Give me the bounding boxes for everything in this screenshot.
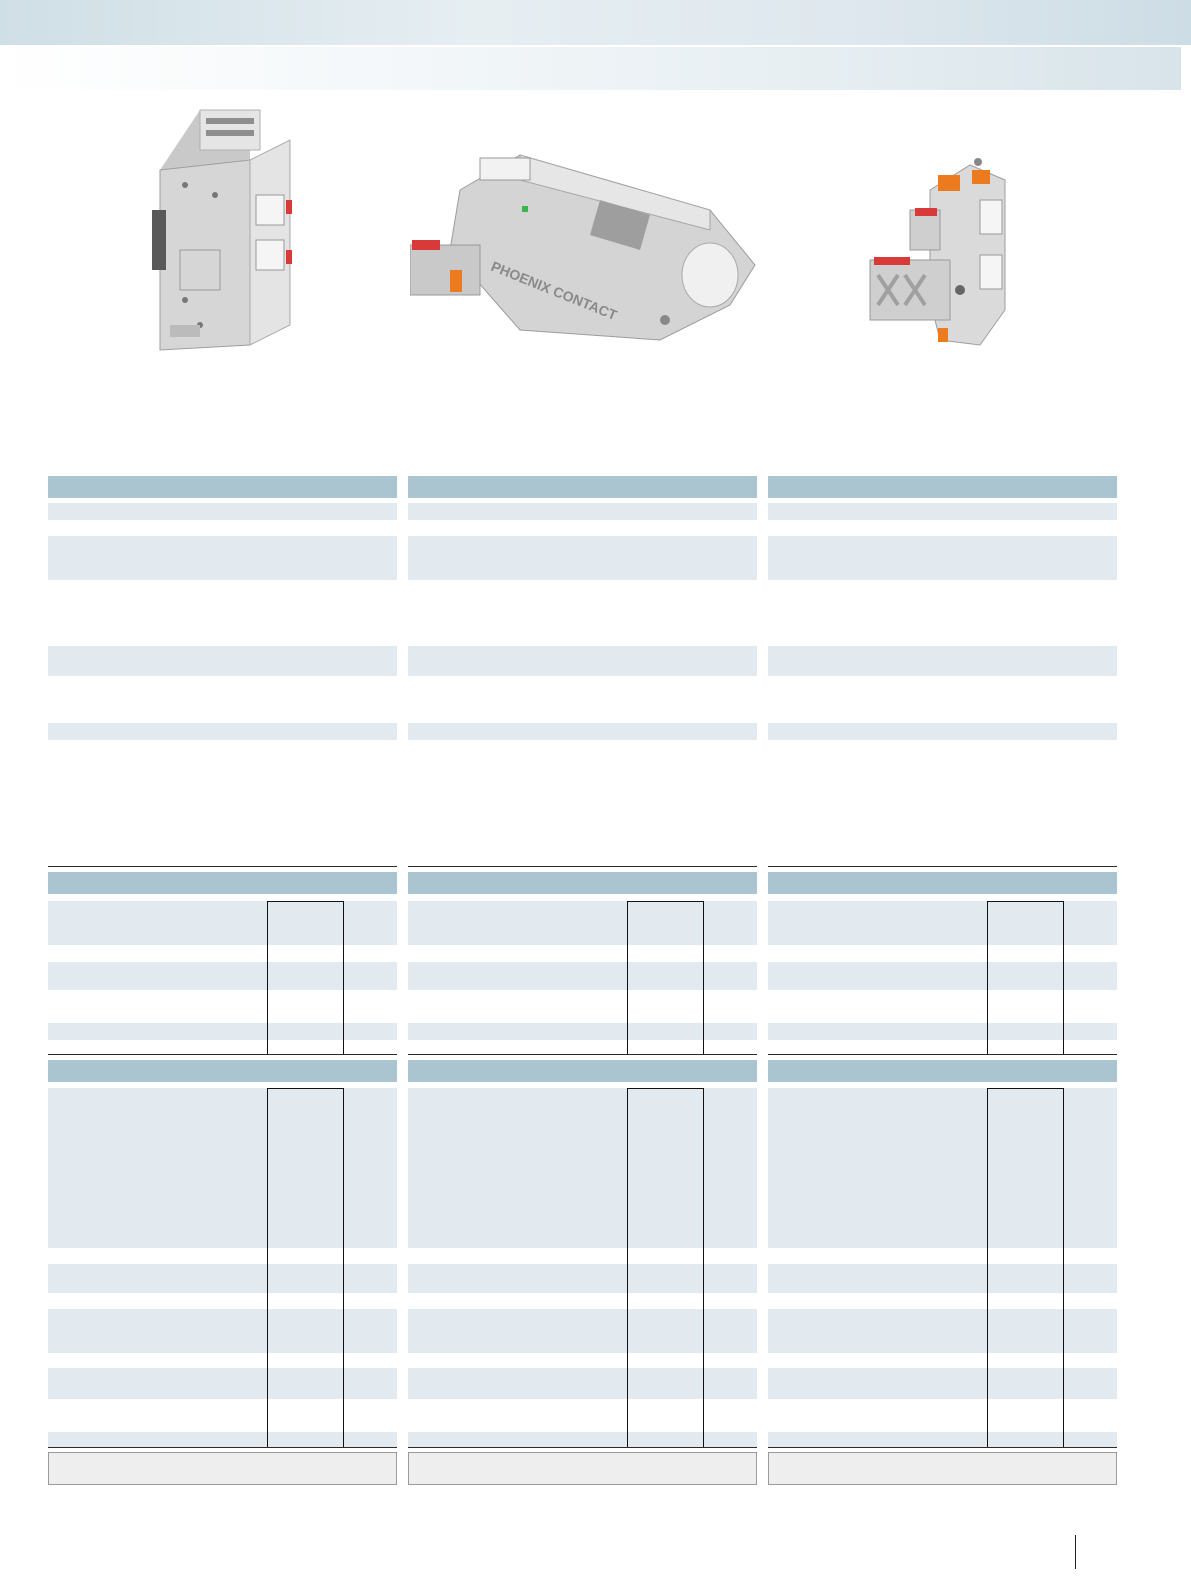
table-row	[408, 1309, 757, 1353]
section-header-band	[768, 1060, 1117, 1082]
section-divider	[48, 1447, 397, 1448]
section-divider	[768, 866, 1117, 867]
section-header-band	[408, 1060, 757, 1082]
table-row	[408, 536, 757, 580]
section-divider	[48, 1054, 397, 1055]
section-divider	[48, 866, 397, 867]
table-row	[768, 1088, 1117, 1248]
table-row	[408, 901, 757, 945]
section-header-band	[48, 872, 397, 894]
table-row	[48, 503, 397, 520]
section-header-band	[408, 872, 757, 894]
table-row	[408, 962, 757, 990]
column-header-band	[408, 476, 757, 498]
footer-note-box	[768, 1452, 1117, 1485]
table-row	[768, 962, 1117, 990]
section-divider	[768, 1447, 1117, 1448]
footer-note-box	[408, 1452, 757, 1485]
value-column-box	[267, 1088, 344, 1448]
table-row	[768, 723, 1117, 740]
table-row	[768, 1264, 1117, 1293]
page-number-divider	[1075, 1535, 1076, 1569]
page-subheader-band	[0, 47, 1181, 90]
table-row	[408, 646, 757, 676]
footer-note-box	[48, 1452, 397, 1485]
table-row	[768, 1023, 1117, 1040]
section-divider	[408, 1447, 757, 1448]
table-row	[48, 1309, 397, 1353]
table-row	[408, 1432, 757, 1448]
table-row	[408, 1368, 757, 1399]
section-header-band	[768, 872, 1117, 894]
svg-text:PHOENIX CONTACT: PHOENIX CONTACT	[488, 257, 620, 324]
table-row	[48, 1368, 397, 1399]
product-image-1	[140, 100, 340, 360]
table-row	[48, 1264, 397, 1293]
page-header-band	[0, 0, 1191, 45]
value-column-box	[267, 901, 344, 1055]
value-column-box	[987, 1088, 1064, 1448]
table-row	[768, 1368, 1117, 1399]
table-row	[768, 901, 1117, 945]
table-row	[408, 1264, 757, 1293]
value-column-box	[987, 901, 1064, 1055]
table-row	[48, 1023, 397, 1040]
table-row	[768, 646, 1117, 676]
section-divider	[768, 1054, 1117, 1055]
table-row	[408, 723, 757, 740]
table-row	[408, 1023, 757, 1040]
table-row	[768, 536, 1117, 580]
column-header-band	[768, 476, 1117, 498]
table-row	[768, 1432, 1117, 1448]
product-image-2	[410, 140, 760, 360]
value-column-box	[627, 1088, 704, 1448]
table-row	[48, 536, 397, 580]
table-row	[48, 1432, 397, 1448]
table-row	[408, 1088, 757, 1248]
table-row	[768, 1309, 1117, 1353]
value-column-box	[627, 901, 704, 1055]
section-divider	[408, 1054, 757, 1055]
table-row	[48, 723, 397, 740]
column-header-band	[48, 476, 397, 498]
table-row	[408, 503, 757, 520]
table-row	[48, 646, 397, 676]
table-row	[48, 962, 397, 990]
table-row	[48, 1088, 397, 1248]
table-row	[768, 503, 1117, 520]
section-divider	[408, 866, 757, 867]
section-header-band	[48, 1060, 397, 1082]
product-image-3	[860, 150, 1020, 350]
table-row	[48, 901, 397, 945]
